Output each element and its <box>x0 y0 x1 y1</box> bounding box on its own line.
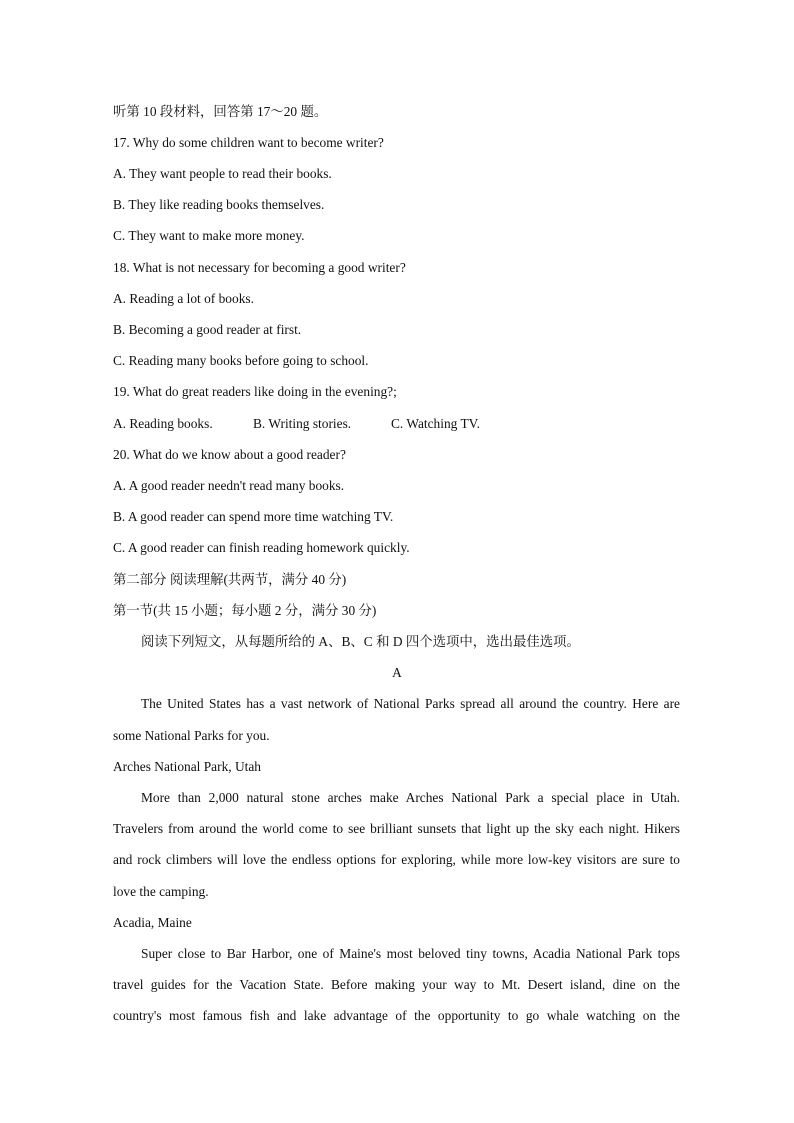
park-1-line-4: love the camping. <box>113 884 209 899</box>
question-20-option-c: C. A good reader can finish reading homework quickly. <box>113 540 410 555</box>
passage-label: A <box>392 665 402 680</box>
question-19-stem: 19. What do great readers like doing in the evening?; <box>113 384 397 399</box>
question-17-option-a: A. They want people to read their books. <box>113 166 332 181</box>
question-20-option-a: A. A good reader needn't read many books. <box>113 478 345 493</box>
question-17-option-c: C. They want to make more money. <box>113 228 305 243</box>
instruction: 阅读下列短文，从每题所给的 A、B、C 和 D 四个选项中，选出最佳选项。 <box>141 634 580 649</box>
park-2-line-2: travel guides for the Vacation State. Before making your way to Mt. Desert island, dine on the <box>113 977 680 992</box>
section-intro: 听第 10 段材料，回答第 17～20 题。 <box>113 104 328 119</box>
question-20-option-b: B. A good reader can spend more time watching TV. <box>113 509 394 524</box>
park-1-line-1: More than 2,000 natural stone arches make Arches National Park a special place in Utah. <box>141 790 680 805</box>
question-18-stem: 18. What is not necessary for becoming a good writer? <box>113 260 406 275</box>
part-2-title: 第二部分 阅读理解(共两节，满分 40 分) <box>113 572 347 587</box>
section-1-title: 第一节(共 15 小题；每小题 2 分，满分 30 分) <box>113 603 377 618</box>
park-1-heading: Arches National Park, Utah <box>113 759 261 774</box>
intro-line-2: some National Parks for you. <box>113 728 270 743</box>
question-20-stem: 20. What do we know about a good reader? <box>113 447 346 462</box>
question-18-option-c: C. Reading many books before going to school. <box>113 353 369 368</box>
park-1-line-3: and rock climbers will love the endless options for exploring, while more low-key visitors are sure to <box>113 852 680 867</box>
intro-line-1: The United States has a vast network of National Parks spread all around the country. Here are <box>141 696 680 711</box>
question-18-option-b: B. Becoming a good reader at first. <box>113 322 302 337</box>
park-2-heading: Acadia, Maine <box>113 915 192 930</box>
park-2-line-1: Super close to Bar Harbor, one of Maine's most beloved tiny towns, Acadia National Park tops <box>141 946 680 961</box>
question-19-option-b: B. Writing stories. <box>253 416 352 431</box>
question-18-option-a: A. Reading a lot of books. <box>113 291 254 306</box>
park-2-line-3: country's most famous fish and lake advantage of the opportunity to go whale watching on the <box>113 1008 680 1023</box>
park-1-line-2: Travelers from around the world come to see brilliant sunsets that light up the sky each night. Hikers <box>113 821 680 836</box>
question-19-options <box>113 415 480 433</box>
question-17-stem: 17. Why do some children want to become writer? <box>113 135 384 150</box>
question-19-option-a: A. Reading books. <box>113 416 213 431</box>
question-17-option-b: B. They like reading books themselves. <box>113 197 325 212</box>
question-19-option-c: C. Watching TV. <box>391 416 480 431</box>
